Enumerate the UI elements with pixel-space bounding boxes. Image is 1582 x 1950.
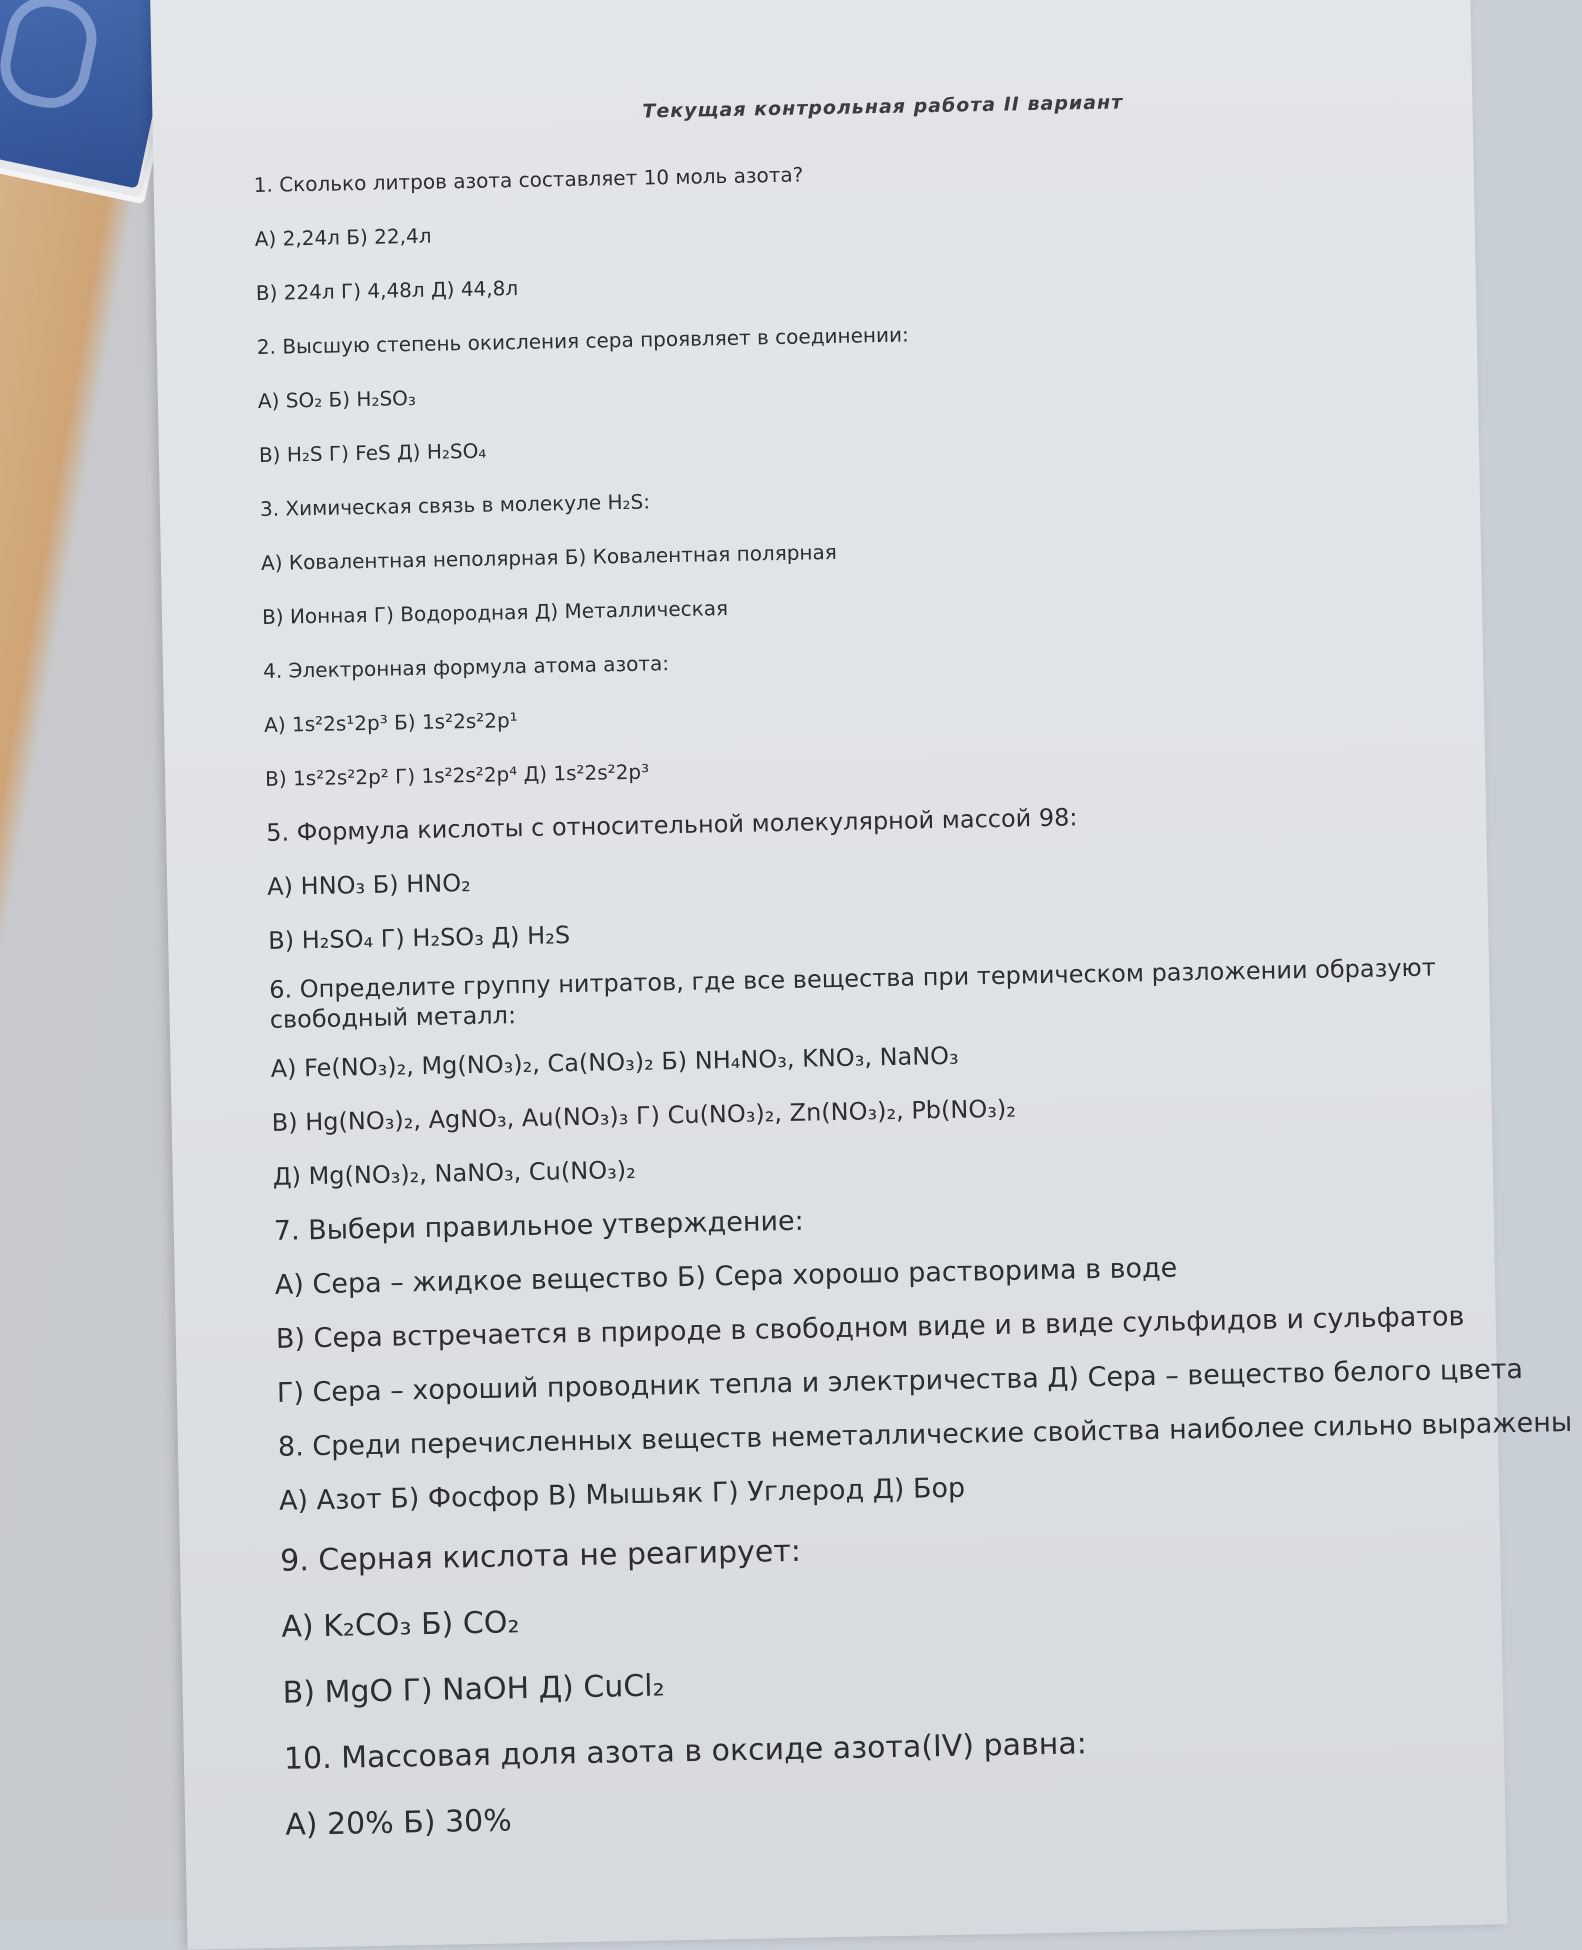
answer-options: А) 1s²2s¹2p³ Б) 1s²2s²2p¹ (263, 708, 518, 737)
question-block-1 (253, 135, 1456, 320)
answer-options: А) Ковалентная неполярная Б) Ковалентная полярная (260, 539, 838, 575)
question-text: 3. Химическая связь в молекуле H₂S: (259, 489, 651, 521)
answer-options: В) Сера встречается в природе в свободном виде и в виде сульфидов и сульфатов (275, 1300, 1465, 1355)
answer-options: А) Азот Б) Фосфор В) Мышьяк Г) Углерод Д) Бор (278, 1472, 966, 1517)
paper-sheet (150, 0, 1573, 1950)
answer-options: Д) Mg(NO₃)₂, NaNO₃, Cu(NO₃)₂ (272, 1155, 636, 1191)
question-text: 9. Серная кислота не реагирует: (279, 1533, 802, 1579)
answer-options: В) H₂SO₄ Г) H₂SO₃ Д) H₂S (268, 921, 571, 955)
question-block-4 (263, 621, 1466, 806)
answer-options: А) SO₂ Б) H₂SO₃ (257, 385, 417, 414)
answer-options: А) Fe(NO₃)₂, Mg(NO₃)₂, Ca(NO₃)₂ Б) NH₄NO₃, KNO₃, NaNO₃ (270, 1041, 959, 1083)
question-text: 7. Выбери правильное утверждение: (273, 1205, 804, 1247)
question-text: 4. Электронная формула атома азота: (262, 651, 670, 683)
answer-options: А) 2,24л Б) 22,4л (254, 223, 432, 252)
answer-options: В) H₂S Г) FeS Д) H₂SO₄ (258, 438, 487, 467)
answer-options: А) HNO₃ Б) HNO₂ (266, 869, 472, 901)
question-text: 1. Сколько литров азота составляет 10 моль азота? (253, 162, 804, 198)
question-block-9 (280, 1505, 1484, 1726)
question-block-10 (283, 1703, 1485, 1858)
question-block-3 (259, 459, 1462, 644)
question-text: 6. Определите группу нитратов, где все вещества при термическом разложении образуют свободный металл: (268, 953, 1436, 1034)
question-text: 8. Среди перечисленных веществ неметаллические свойства наиболее сильно выражены (277, 1406, 1573, 1463)
answer-options: В) Ионная Г) Водородная Д) Металлическая (261, 596, 729, 629)
answer-options: В) MgO Г) NaOH Д) CuCl₂ (282, 1667, 665, 1711)
question-text: 5. Формула кислоты с относительной молекулярной массой 98: (265, 803, 1078, 847)
test-document (252, 85, 1573, 1858)
question-text: 10. Массовая доля азота в оксиде азота(IV) равна: (283, 1725, 1088, 1777)
question-block-7 (273, 1181, 1524, 1420)
answer-options: А) Сера – жидкое вещество Б) Сера хорошо растворима в воде (274, 1252, 1178, 1301)
answer-options: А) K₂CO₃ Б) CO₂ (281, 1604, 520, 1645)
answer-options: В) 1s²2s²2p² Г) 1s²2s²2p⁴ Д) 1s²2s²2p³ (264, 759, 650, 791)
answer-options: В) Hg(NO₃)₂, AgNO₃, Au(NO₃)₃ Г) Cu(NO₃)₂, Zn(NO₃)₂, Pb(NO₃)₂ (271, 1094, 1017, 1137)
question-block-2 (256, 297, 1459, 482)
answer-options: А) 20% Б) 30% (284, 1802, 513, 1843)
answer-options: В) 224л Г) 4,48л Д) 44,8л (255, 275, 519, 306)
question-block-6 (269, 945, 1473, 1204)
test-title: Текущая контрольная работа II вариант (642, 91, 1124, 123)
question-block-5 (266, 783, 1469, 968)
answer-options: Г) Сера – хороший проводник тепла и электричества Д) Сера – вещество белого цвета (276, 1353, 1524, 1409)
question-text: 2. Высшую степень окисления сера проявляет в соединении: (256, 322, 909, 360)
